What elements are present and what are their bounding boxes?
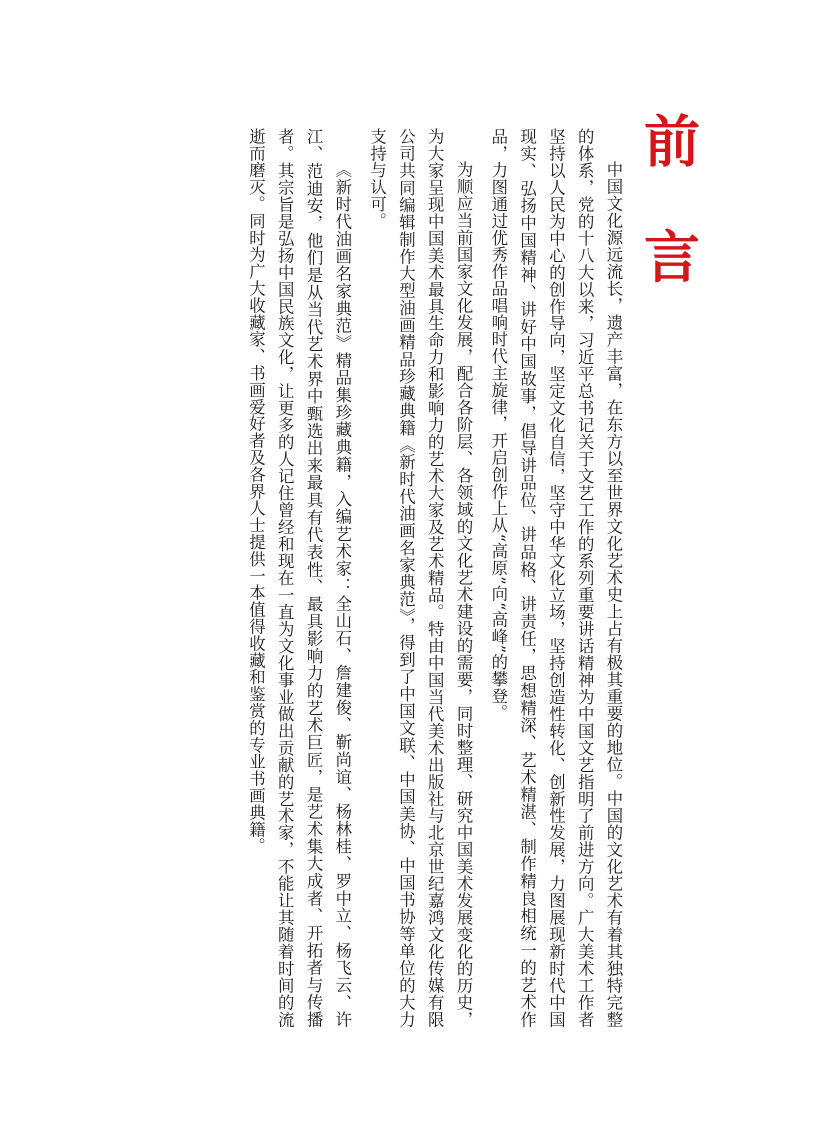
preface-body [241,128,627,1028]
page-title: 前 言 [635,112,700,304]
paragraph-1: 中国文化源远流长，遗产丰富，在东方以至世界文化艺术史上占有极其重要的地位。中国的文化艺术有着其独特完整的体系，党的十八大以来，习近平总书记关于文艺工作的系列重要讲话精神为中国文艺指明了前进方向。广大美术工作者坚持以人民为中心的创作导向，坚定文化自信，坚守中华文化立场，坚持创造性转化、创新性发展，力图展现新时代中国现实、弘扬中国精神、讲好中国故事，倡导讲品位、讲品格、讲责任，思想精深、艺术精湛、制作精良相统一的艺术作品，力图通过优秀作品唱响时代主旋律，开启创作上从“高原”向“高峰”的攀登。 [488,128,623,1028]
paragraph-3: 《新时代油画名家典范》精品集珍藏典籍，入编艺术家：全山石、詹建俊、靳尚谊、杨林桂、罗中立、杨飞云、许江、范迪安，他们是从当代艺术界中甄选出来最具有代表性、最具影响力的艺术巨匠，是艺术集大成者、开拓者与传播者。其宗旨是弘扬中国民族文化，让更多的人记住曾经和现在一直为文化事业做出贡献的艺术家，不能让其随着时间的流逝而磨灭。同时为广大收藏家、书画爱好者及各界人士提供一本值得收藏和鉴赏的专业书画典籍。 [246,128,352,1028]
paragraph-2: 为顺应当前国家文化发展，配合各阶层、各领域的文化艺术建设的需要，同时整理、研究中国美术发展变化的历史，为大家呈现中国美术最具生命力和影响力的艺术大家及艺术精品。特由中国当代美术出版社与北京世纪嘉鸿文化传媒有限公司共同编辑制作大型油画精品珍藏典籍《新时代油画名家典范》，得到了中国文联、中国美协、中国书协等单位的大力支持与认可。 [367,128,474,1028]
